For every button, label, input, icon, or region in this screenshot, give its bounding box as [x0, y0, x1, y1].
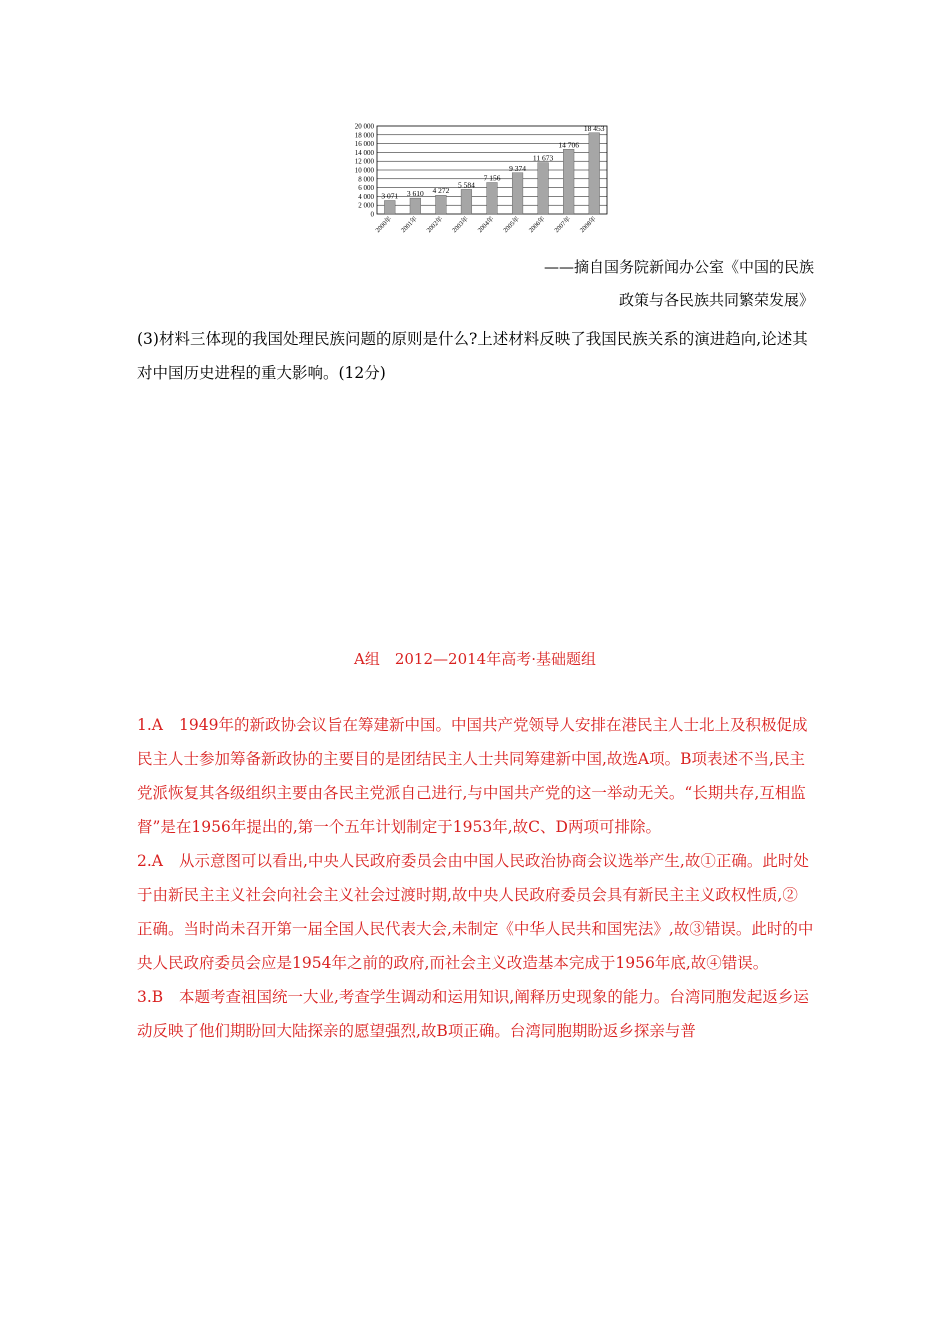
- y-tick-label: 2 000: [358, 201, 374, 210]
- data-label: 11 673: [532, 153, 554, 163]
- x-tick-label: 2001年: [400, 215, 419, 235]
- answer-item: [137, 844, 817, 980]
- bar: [436, 195, 447, 214]
- section-title: A组 2012—2014年高考·基础题组: [354, 650, 596, 668]
- x-tick-label: 2003年: [451, 215, 470, 235]
- data-label: 3 071: [381, 191, 399, 201]
- y-tick-label: 12 000: [354, 157, 374, 166]
- y-tick-label: 14 000: [354, 148, 374, 157]
- question-text: (3)材料三体现的我国处理民族问题的原则是什么?上述材料反映了我国民族关系的演进趋向,论述其对中国历史进程的重大影响。(12分): [137, 330, 808, 382]
- data-label: 9 374: [509, 163, 526, 173]
- y-tick-label: 16 000: [354, 140, 374, 149]
- x-tick-label: 2005年: [502, 215, 521, 235]
- y-tick-label: 20 000: [354, 122, 374, 131]
- y-tick-label: 8 000: [358, 175, 374, 184]
- chart-svg: [340, 118, 612, 250]
- bar: [538, 163, 549, 214]
- bar: [410, 198, 421, 214]
- source-line-1: ——摘自国务院新闻办公室《中国的民族: [543, 258, 814, 276]
- y-tick-label: 0: [370, 210, 374, 219]
- source-line-2: 政策与各民族共同繁荣发展》: [618, 291, 814, 309]
- data-label: 14 706: [558, 140, 579, 150]
- bar: [384, 200, 395, 214]
- data-label: 7 156: [483, 173, 501, 183]
- answer-list: [137, 708, 817, 1048]
- answer-number: 2.A: [137, 852, 163, 870]
- x-tick-label: 2002年: [425, 215, 445, 235]
- answer-item: [137, 708, 817, 844]
- bar: [563, 149, 574, 214]
- y-tick-label: 6 000: [358, 184, 374, 193]
- x-tick-label: 2007年: [553, 215, 573, 235]
- answer-text: 本题考查祖国统一大业,考查学生调动和运用知识,阐释历史现象的能力。台湾同胞发起返乡运动反映了他们期盼回大陆探亲的愿望强烈,故B项正确。台湾同胞期盼返乡探亲与普: [137, 988, 809, 1040]
- data-label: 3 610: [406, 189, 424, 199]
- y-tick-label: 10 000: [354, 166, 374, 175]
- bar: [487, 183, 498, 214]
- y-tick-label: 18 000: [354, 131, 374, 140]
- answer-number: 3.B: [137, 988, 164, 1006]
- bar: [589, 133, 600, 214]
- answer-text: 从示意图可以看出,中央人民政府委员会由中国人民政治协商会议选举产生,故①正确。此时处于由新民主主义社会向社会主义社会过渡时期,故中央人民政府委员会具有新民主主义政权性质,② 正确。当时尚未召开第一届全国人民代表大会,未制定《中华人民共和国宪法》,故③错误。此时的中央人民政府委员会应是1954年之前的政府,而社会主义改造基本完成于1956年底,故④错误。: [137, 852, 814, 972]
- x-tick-label: 2004年: [476, 215, 496, 235]
- bar-chart: [340, 118, 612, 250]
- bar: [461, 189, 472, 214]
- answer-item: [137, 980, 817, 1048]
- bar: [512, 173, 523, 214]
- data-label: 5 584: [458, 180, 475, 190]
- y-tick-label: 4 000: [358, 192, 374, 201]
- x-tick-label: 2000年: [374, 215, 394, 235]
- answer-number: 1.A: [137, 716, 163, 734]
- data-label: 4 272: [432, 186, 450, 196]
- data-label: 18 453: [583, 123, 605, 133]
- x-tick-label: 2006年: [527, 215, 547, 235]
- answer-text: 1949年的新政协会议旨在筹建新中国。中国共产党领导人安排在港民主人士北上及积极促成民主人士参加筹备新政协的主要目的是团结民主人士共同筹建新中国,故选A项。B项表述不当,民主党派恢复其各级组织主要由各民主党派自己进行,与中国共产党的这一举动无关。“长期共存,互相监督”是在1956年提出的,第一个五年计划制定于1953年,故C、D两项可排除。: [137, 716, 808, 836]
- x-tick-label: 2008年: [578, 215, 598, 235]
